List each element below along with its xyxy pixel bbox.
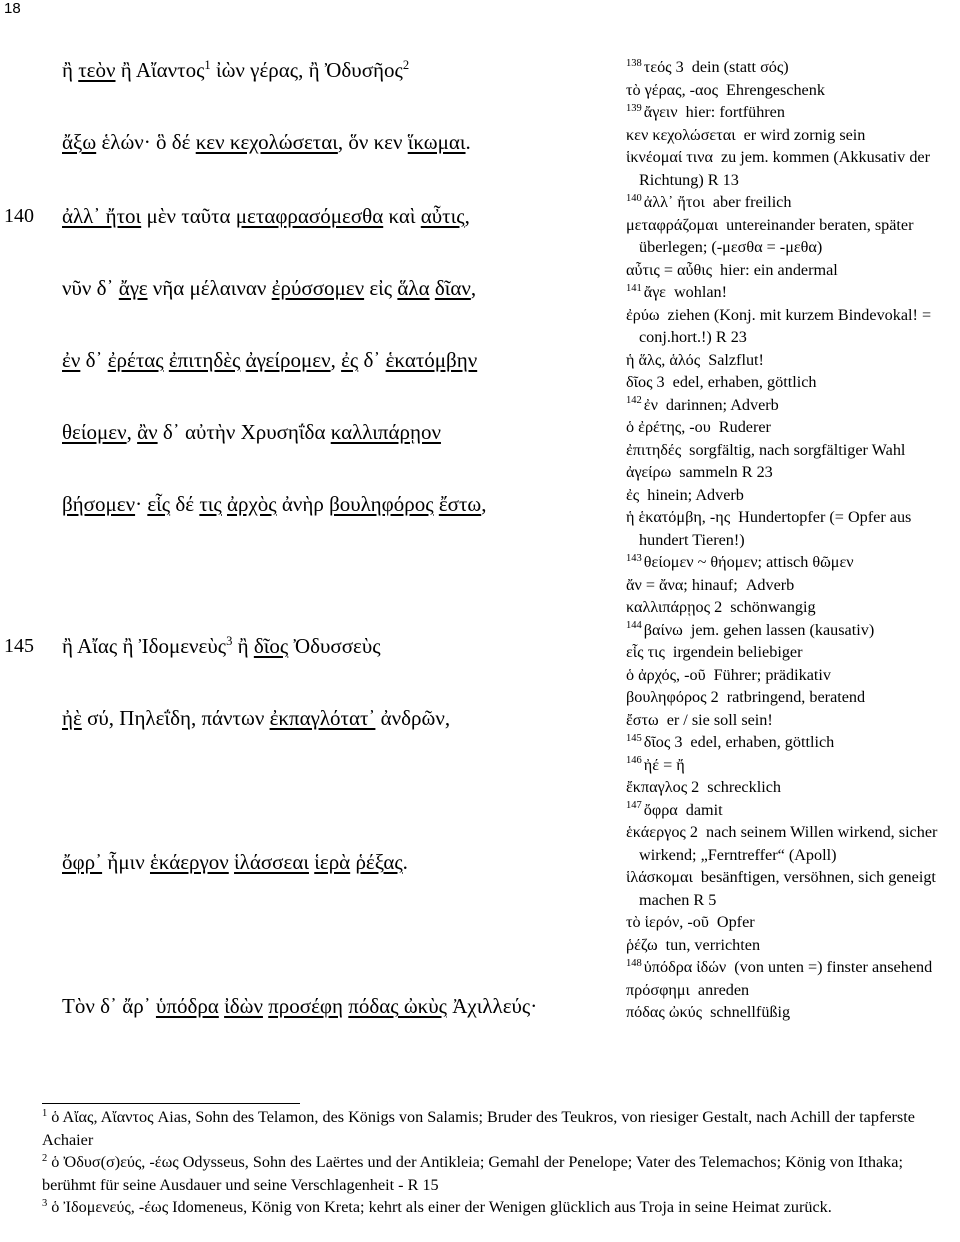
gloss-entry: [626, 1001, 960, 1024]
verse-text: δέ: [170, 492, 200, 516]
verse-line: [62, 58, 409, 83]
glossed-word: ἐν: [62, 348, 81, 372]
gloss-definition: dein (statt σός): [691, 58, 789, 76]
verse-text: .: [402, 850, 408, 874]
verse-text: ἰὼν γέρας, ἢ Ὀδυσῆος: [210, 58, 403, 82]
gloss-entry: [626, 821, 960, 866]
glossed-word: ἑκάεργον: [149, 850, 229, 874]
verse-line: [62, 850, 408, 875]
gloss-term: ἐρύω: [626, 305, 660, 324]
verse-text: ,: [481, 492, 487, 516]
glossed-word: προσέφη: [268, 994, 344, 1018]
glossed-word: ἀλλ᾽ ἤτοι: [62, 204, 142, 228]
gloss-definition: darinnen; Adverb: [665, 395, 779, 414]
footnotes: [42, 1106, 927, 1219]
gloss-term: δῖος 3: [643, 733, 683, 751]
gloss-term: μεταφράζομαι: [626, 215, 719, 234]
glossed-word: πόδας ὠκὺς: [348, 994, 447, 1018]
gloss-definition: schönwangig: [730, 598, 816, 616]
verse-text: νῦν δ᾽: [62, 276, 119, 300]
glossed-word: ἱλάσσεαι: [234, 850, 309, 874]
gloss-term: ἔστω: [626, 710, 659, 729]
verse-text: νῆα μέλαιναν: [147, 276, 272, 300]
glossed-word: τις: [199, 492, 222, 516]
verse-text: δ᾽: [80, 348, 108, 372]
gloss-entry: [626, 799, 960, 822]
glossed-word: ῥέξας: [355, 850, 403, 874]
gloss-term: ἄν = ἄνα; hinauf;: [626, 575, 738, 594]
gloss-term: βαίνω: [643, 620, 683, 639]
gloss-term: ἡ ἅλς, ἁλός: [626, 350, 701, 369]
gloss-term: καλλιπάρῃος 2: [626, 598, 723, 616]
gloss-term: εἷς τις: [626, 643, 665, 661]
footnote-text: ὁ Ἰδομενεύς, -έως Idomeneus, König von Kreta; kehrt als einer der Wenigen glücklich aus Troja in seine Heimat zurück.: [51, 1198, 832, 1216]
footnote-number: 1: [42, 1107, 48, 1119]
verse-text: ·: [135, 492, 148, 516]
commentary-column: [626, 56, 960, 1024]
glossed-word: ὑπόδρα: [155, 994, 219, 1018]
gloss-term: ὁ ἐρέτης, -ου: [626, 418, 711, 436]
verse-text: ,: [330, 348, 342, 372]
gloss-entry: [626, 394, 960, 417]
gloss-term: ἐς: [626, 485, 640, 504]
gloss-entry: [626, 596, 960, 619]
gloss-term: ἄγε: [643, 283, 666, 301]
footnote-reference: 2: [402, 58, 410, 72]
gloss-entry: [626, 641, 960, 664]
gloss-entry: [626, 776, 960, 799]
gloss-entry: [626, 664, 960, 687]
gloss-definition: anreden: [697, 980, 750, 999]
gloss-entry: [626, 146, 960, 191]
verse-text: ἧμιν: [102, 850, 150, 874]
footnote-reference: 3: [226, 634, 233, 648]
verse-text: ,: [464, 204, 470, 228]
verse-text: , ὅν κεν: [337, 130, 408, 154]
gloss-definition: hinein; Adverb: [647, 485, 744, 504]
glossed-word: βουληφόρος: [329, 492, 434, 516]
glossed-word: ἐρέτας: [107, 348, 164, 372]
gloss-term: ὄφρα: [643, 800, 678, 819]
verse-line: [62, 634, 381, 659]
gloss-term: ἠέ = ἤ: [643, 755, 685, 774]
glossed-word: μεταφρασόμεσθα: [235, 204, 384, 228]
verse-text: ἀνδρῶν,: [375, 706, 451, 730]
glossed-word: ἄξω: [62, 130, 97, 154]
gloss-verse-number: 146: [626, 755, 642, 767]
gloss-term: ἔκπαγλος 2: [626, 778, 700, 796]
glossed-word: δῖαν: [434, 276, 471, 300]
verse-text: .: [465, 130, 471, 154]
gloss-term: ἑκάεργος 2: [626, 823, 698, 841]
glossed-word: ἑκατόμβην: [385, 348, 478, 372]
gloss-entry: [626, 101, 960, 124]
gloss-definition: damit: [685, 800, 723, 819]
gloss-verse-number: 139: [626, 102, 642, 114]
gloss-definition: Salzflut!: [708, 350, 764, 369]
gloss-entry: [626, 304, 960, 349]
verse-text: ,: [470, 276, 477, 300]
footnote-reference: 1: [204, 58, 211, 72]
gloss-entry: [626, 461, 960, 484]
glossed-word: καλλιπάρῃον: [330, 420, 441, 444]
glossed-word: ἠὲ: [62, 706, 82, 730]
footnote-number: 3: [42, 1197, 48, 1209]
gloss-term: ἐν: [643, 395, 658, 414]
gloss-term: βουληφόρος 2: [626, 688, 719, 706]
verse-text: δ᾽ αὐτὴν Χρυσηΐδα: [157, 420, 331, 444]
glossed-word: αὖτις: [420, 204, 465, 228]
gloss-entry: [626, 934, 960, 957]
verse-number-140: 140: [4, 205, 34, 227]
footnote-text: ὁ Αἴας, Αἴαντος Aias, Sohn des Telamon, des Königs von Salamis; Bruder des Teukros, von riesiger Gestalt, nach Achill der tapferste Achaier: [42, 1108, 915, 1149]
footnote: [42, 1151, 927, 1196]
verse-line: [62, 204, 470, 229]
gloss-entry: [626, 124, 960, 147]
gloss-entry: [626, 979, 960, 1002]
glossed-word: ἀρχὸς: [226, 492, 277, 516]
gloss-term: ἐπιτηδές: [626, 440, 682, 459]
gloss-definition: Führer; prädikativ: [713, 665, 831, 684]
gloss-entry: [626, 506, 960, 551]
glossed-word: ἂν: [137, 420, 158, 444]
gloss-term: αὖτις = αὖθις: [626, 260, 713, 279]
gloss-verse-number: 147: [626, 800, 642, 812]
verse-line: [62, 492, 486, 517]
verse-line: [62, 276, 476, 301]
gloss-entry: [626, 259, 960, 282]
gloss-verse-number: 145: [626, 732, 642, 744]
gloss-term: τὸ γέρας, -αος: [626, 80, 719, 99]
gloss-term: τὸ ἱερόν, -οῦ: [626, 913, 709, 931]
glossed-word: ἐπιτηδὲς: [168, 348, 241, 372]
glossed-word: θείομεν: [62, 420, 127, 444]
verse-text: καὶ: [383, 204, 421, 228]
gloss-definition: sammeln R 23: [679, 463, 773, 481]
gloss-term: δῖος 3: [626, 373, 665, 391]
glossed-word: δῖος: [253, 634, 289, 658]
gloss-definition: schrecklich: [707, 778, 781, 796]
gloss-term: πρόσφημι: [626, 980, 690, 999]
gloss-verse-number: 144: [626, 620, 642, 632]
gloss-definition: tun, verrichten: [665, 935, 761, 954]
gloss-definition: zu jem. kommen (Akkusativ der Richtung) R 13: [639, 148, 930, 189]
gloss-entry: [626, 866, 960, 911]
glossed-word: ἄγε: [118, 276, 148, 300]
gloss-definition: edel, erhaben, göttlich: [672, 373, 817, 391]
gloss-definition: Ruderer: [718, 418, 771, 436]
verse-text: Ὀδυσσεὺς: [288, 634, 381, 658]
gloss-definition: ratbringend, beratend: [726, 688, 866, 706]
gloss-entry: [626, 619, 960, 642]
gloss-term: πόδας ὠκύς: [626, 1003, 703, 1021]
verse-line: [62, 994, 537, 1019]
gloss-entry: [626, 574, 960, 597]
footnote: [42, 1196, 927, 1219]
verse-line: [62, 706, 450, 731]
gloss-term: ἡ ἑκατόμβη, -ης: [626, 508, 731, 526]
verse-line: [62, 130, 471, 155]
verse-text: ἀνὴρ: [276, 492, 330, 516]
verse-text: σύ, Πηλεΐδη, πάντων: [81, 706, 270, 730]
gloss-definition: er / sie soll sein!: [666, 710, 773, 729]
gloss-definition: er wird zornig sein: [743, 125, 866, 144]
gloss-entry: [626, 709, 960, 732]
verse-text: ,: [126, 420, 138, 444]
verse-number-145: 145: [4, 635, 34, 657]
footnote: [42, 1106, 927, 1151]
gloss-entry: [626, 281, 960, 304]
gloss-term: ἄγειν: [643, 103, 678, 121]
verse-line: [62, 420, 441, 445]
gloss-term: ῥέζω: [626, 935, 658, 954]
verse-text: ἢ Αἴαντος: [115, 58, 205, 82]
gloss-entry: [626, 439, 960, 462]
gloss-entry: [626, 371, 960, 394]
gloss-entry: [626, 349, 960, 372]
verse-text: Ἀχιλλεύς·: [446, 994, 538, 1018]
gloss-definition: untereinander beraten, später überlegen; (-μεσθα = -μεθα): [639, 215, 914, 256]
gloss-verse-number: 143: [626, 552, 642, 564]
gloss-verse-number: 142: [626, 395, 642, 407]
gloss-entry: [626, 551, 960, 574]
gloss-entry: [626, 56, 960, 79]
footnote-text: ὁ Ὀδυσ(σ)εύς, -έως Odysseus, Sohn des Laërtes und der Antikleia; Gemahl der Penelope; Vater des Telemachos; König von Ithaka; berühmt für seine Ausdauer und seine Verschlagenheit - R 15: [42, 1153, 903, 1194]
verse-text: εἰς: [364, 276, 398, 300]
glossed-word: ἵκωμαι: [407, 130, 466, 154]
gloss-term: θείομεν ~ θήομεν; attisch θῶμεν: [643, 553, 854, 571]
gloss-entry: [626, 754, 960, 777]
gloss-term: ἱλάσκομαι: [626, 868, 693, 886]
gloss-term: ἀγείρω: [626, 463, 672, 481]
glossed-word: βήσομεν: [62, 492, 136, 516]
glossed-word: ἱερὰ: [314, 850, 351, 874]
gloss-definition: nach seinem Willen wirkend, sicher wirkend; „Ferntreffer“ (Apoll): [639, 823, 938, 864]
gloss-definition: besänftigen, versöhnen, sich geneigt machen R 5: [639, 868, 936, 909]
footnote-divider: [42, 1103, 300, 1104]
verse-text: δ᾽: [358, 348, 386, 372]
gloss-term: ὑπόδρα ἰδών: [643, 958, 727, 976]
glossed-word: τεὸν: [78, 58, 116, 82]
glossed-word: ἰδὼν: [224, 994, 263, 1018]
glossed-word: ἐκπαγλότατ᾽: [269, 706, 376, 730]
gloss-entry: [626, 686, 960, 709]
gloss-entry: [626, 956, 960, 979]
glossed-word: ὄφρ᾽: [62, 850, 103, 874]
verse-line: [62, 348, 477, 373]
gloss-entry: [626, 416, 960, 439]
glossed-word: κεν κεχολώσεται: [195, 130, 338, 154]
gloss-term: τεός 3: [643, 58, 684, 76]
gloss-definition: Ehrengeschenk: [726, 80, 825, 99]
verse-text: ἢ Αἴας ἢ Ἰδομενεὺς: [62, 634, 227, 658]
gloss-entry: [626, 191, 960, 214]
glossed-word: ἔστω: [438, 492, 482, 516]
gloss-definition: sorgfältig, nach sorgfältiger Wahl: [689, 440, 906, 459]
gloss-term: ὁ ἀρχός, -οῦ: [626, 665, 706, 684]
gloss-definition: irgendein beliebiger: [672, 643, 803, 661]
gloss-term: ἀλλ᾽ ἤτοι: [643, 193, 705, 211]
verse-text: Τὸν δ᾽ ἄρ᾽: [62, 994, 156, 1018]
glossed-word: ἅλα: [397, 276, 430, 300]
gloss-definition: ziehen (Konj. mit kurzem Bindevokal! = conj.hort.!) R 23: [639, 305, 932, 346]
glossed-word: ἐς: [341, 348, 359, 372]
gloss-entry: [626, 731, 960, 754]
glossed-word: εἷς: [147, 492, 171, 516]
gloss-term: ἱκνέομαί τινα: [626, 148, 713, 166]
gloss-definition: Adverb: [745, 575, 795, 594]
footnote-number: 2: [42, 1152, 48, 1164]
gloss-definition: aber freilich: [712, 193, 792, 211]
gloss-verse-number: 148: [626, 957, 642, 969]
verse-text: μὲν ταῦτα: [141, 204, 236, 228]
gloss-entry: [626, 911, 960, 934]
gloss-definition: Hundertopfer (= Opfer aus hundert Tieren!): [639, 508, 912, 549]
gloss-entry: [626, 484, 960, 507]
verse-text: ἑλών· ὃ δέ: [96, 130, 196, 154]
gloss-verse-number: 141: [626, 282, 642, 294]
gloss-verse-number: 138: [626, 57, 642, 69]
glossed-word: ἀγείρομεν: [245, 348, 331, 372]
gloss-entry: [626, 79, 960, 102]
gloss-definition: hier: ein andermal: [720, 260, 838, 279]
gloss-term: κεν κεχολώσεται: [626, 125, 736, 144]
gloss-entry: [626, 214, 960, 259]
gloss-definition: (von unten =) finster ansehend: [734, 958, 933, 976]
page-number: 18: [4, 0, 21, 17]
gloss-definition: Opfer: [716, 913, 755, 931]
gloss-definition: edel, erhaben, göttlich: [690, 733, 835, 751]
gloss-definition: hier: fortführen: [685, 103, 785, 121]
verse-text: ἢ: [62, 58, 79, 82]
gloss-definition: wohlan!: [673, 283, 727, 301]
gloss-verse-number: 140: [626, 192, 642, 204]
glossed-word: ἐρύσσομεν: [271, 276, 365, 300]
verse-text: ἢ: [232, 634, 254, 658]
gloss-definition: jem. gehen lassen (kausativ): [690, 620, 875, 639]
gloss-definition: schnellfüßig: [710, 1003, 791, 1021]
